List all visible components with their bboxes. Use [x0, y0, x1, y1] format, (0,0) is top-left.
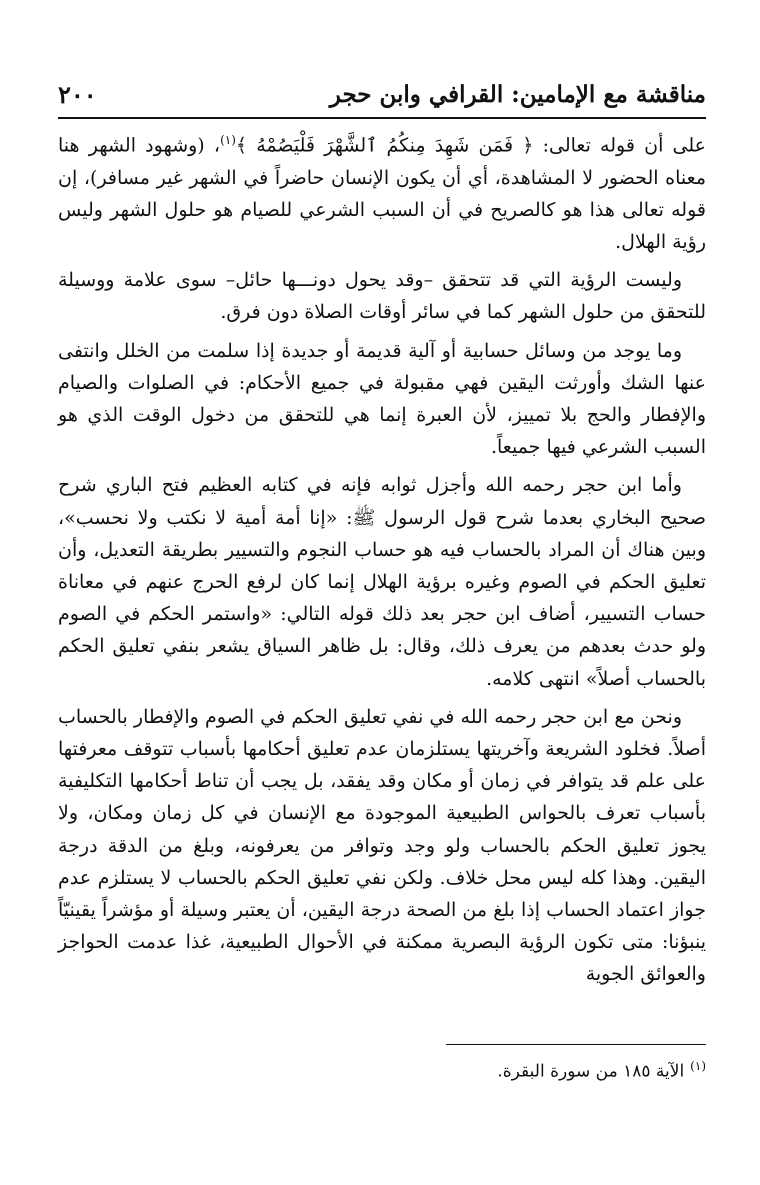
paragraph-3: وما يوجد من وسائل حسابية أو آلية قديمة أو جديدة إذا سلمت من الخلل وانتفى عنها الشك وأورثت اليقين فهي مقبولة في جميع الأحكام: في الصلوات والصيام والإفطار والحج بلا تمييز، لأن العبرة إنما هي للتحقق من دخول الوقت الذي هو السبب الشرعي فيها جميعاً. — [58, 339, 706, 459]
quran-verse: ﴿ فَمَن شَهِدَ مِنكُمُ ٱلشَّهْرَ فَلْيَصُمْهُ ﴾ — [235, 134, 534, 157]
footnote-text: الآية ١٨٥ من سورة البقرة. — [497, 1061, 685, 1082]
running-title: مناقشة مع الإمامين: القرافي وابن حجر — [329, 80, 706, 108]
page-number: ٢٠٠ — [58, 79, 97, 109]
paragraph-1-rest: ، (وشهود الشهر هنا معناه الحضور لا المشاهدة، أي أن يكون الإنسان حاضراً في الشهر غير مسافر)، إن قوله تعالى هذا هو كالصريح في أن السبب الشرعي للصيام هو حلول الشهر وليس رؤية الهلال. — [58, 134, 706, 253]
paragraph-5: ونحن مع ابن حجر رحمه الله في نفي تعليق الحكم في الصوم والإفطار بالحساب أصلاً. فخلود الشريعة وآخريتها يستلزمان عدم تعليق أحكامها بأسباب تتوقف معرفتها على علم قد يتوافر في زمان أو مكان وقد يفقد، بل يجب أن تناط أحكامها التكليفية بأسباب تعرف بالحواس الطبيعية الموجودة مع الإنسان في كل زمان ومكان، ولا يجوز تعليق الحكم بالحساب ولو وجد وتوافر من يعرفونه، وبلغ من الدقة درجة اليقين. وهذا كله ليس محل خلاف. ولكن نفي تعليق الحكم بالحساب لا يستلزم عدم جواز اعتماد الحساب إذا بلغ من الصحة درجة اليقين، أن يعتبر وسيلة أو مؤشراً يقينيّاً ينبؤنا: متى تكون الرؤية البصرية ممكنة في الأحوال الطبيعية، غذا عدمت الحواجز والعوائق الجوية — [58, 705, 706, 986]
footnote — [300, 1052, 706, 1086]
paragraph-1 — [58, 124, 706, 258]
header-rule — [58, 117, 706, 119]
footnote-marker: (١) — [690, 1059, 706, 1073]
footnote-rule — [446, 1044, 706, 1045]
paragraph-4: وأما ابن حجر رحمه الله وأجزل ثوابه فإنه في كتابه العظيم فتح الباري شرح صحيح البخاري بعدما شرح قول الرسول ﷺ: «إنا أمة أمية لا نكتب ولا نحسب»، وبين هناك أن المراد بالحساب فيه هو حساب النجوم والتسيير بطريقة التعديل، وأن تعليق الحكم في الصوم وغيره برؤية الهلال إنما كان لرفع الحرج عنهم في معاناة حساب التسيير، أضاف ابن حجر بعد ذلك قوله التالي: «واستمر الحكم في الصوم ولو حدث بعدهم من يعرف ذلك، وقال: بل ظاهر السياق يشعر بنفي تعليق الحكم بالحساب أصلاً» انتهى كلامه. — [58, 474, 706, 690]
page-header — [58, 74, 706, 114]
footnote-reference: (١) — [220, 133, 236, 147]
paragraph-2: وليست الرؤية التي قد تتحقق –وقد يحول دونـــها حائل– سوى علامة ووسيلة للتحقق من حلول الشهر كما في سائر أوقات الصلاة دون فرق. — [58, 269, 706, 324]
body-text — [58, 124, 706, 997]
paragraph-1-intro: على أن قوله تعالى: — [533, 134, 707, 157]
